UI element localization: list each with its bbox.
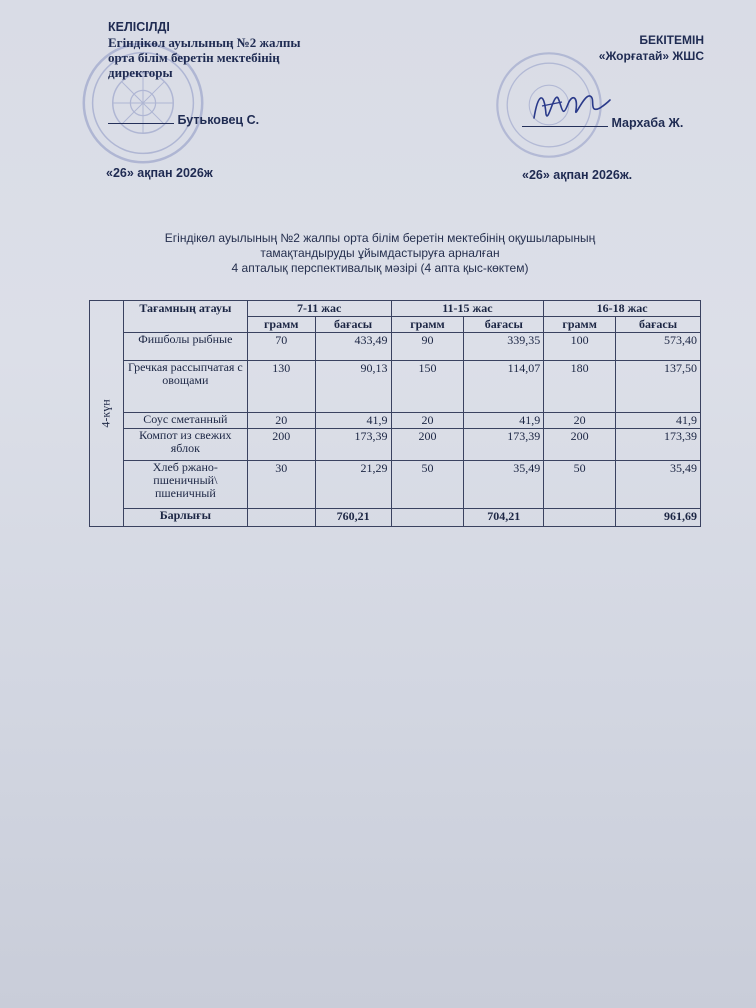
price-header: бағасы (464, 317, 544, 333)
total-gram-empty (391, 509, 464, 527)
dish-name: Гречкая рассыпчатая с овощами (123, 361, 247, 413)
gram-value: 180 (544, 361, 616, 413)
total-row (90, 509, 701, 527)
price-value: 433,49 (315, 333, 391, 361)
gram-value: 90 (391, 333, 464, 361)
title-line1: Егіндікөл ауылының №2 жалпы орта білім беретін мектебінің оқушыларының (164, 231, 596, 245)
menu-table (89, 300, 701, 527)
title-line2: тамақтандыруды ұйымдастыруға арналған (260, 246, 500, 260)
total-value: 704,21 (464, 509, 544, 527)
total-gram-empty (544, 509, 616, 527)
price-header: бағасы (315, 317, 391, 333)
approval-left-date: «26» ақпан 2026ж (106, 166, 213, 180)
gram-value: 30 (247, 461, 315, 509)
price-value: 35,49 (616, 461, 701, 509)
header-row-1 (90, 301, 701, 317)
price-value: 339,35 (464, 333, 544, 361)
gram-value: 200 (544, 429, 616, 461)
gram-value: 200 (247, 429, 315, 461)
document-title (100, 231, 660, 276)
price-value: 21,29 (315, 461, 391, 509)
gram-value: 50 (391, 461, 464, 509)
title-line3: 4 апталық перспективалық мәзірі (4 апта қыс-көктем) (231, 261, 529, 275)
approval-right-signature-line (522, 116, 683, 130)
day-label: 4-күн (98, 399, 113, 428)
dish-name: Фишболы рыбные (123, 333, 247, 361)
approval-left-line3: директоры (108, 65, 173, 80)
approval-left-signer: Бутьковец С. (177, 113, 260, 127)
price-value: 173,39 (315, 429, 391, 461)
table-row (90, 429, 701, 461)
age-group-header: 7-11 жас (247, 301, 391, 317)
price-value: 41,9 (616, 413, 701, 429)
approval-right-block (599, 32, 704, 64)
approval-left-header: КЕЛІСІЛДІ (108, 20, 170, 34)
gram-value: 150 (391, 361, 464, 413)
approval-right-header: БЕКІТЕМІН (639, 33, 704, 47)
gram-value: 20 (247, 413, 315, 429)
price-value: 173,39 (464, 429, 544, 461)
table-row (90, 461, 701, 509)
approval-left-line2: орта білім беретін мектебінің (108, 50, 280, 65)
age-group-header: 16-18 жас (544, 301, 701, 317)
age-group-header: 11-15 жас (391, 301, 544, 317)
price-value: 573,40 (616, 333, 701, 361)
approval-right-date: «26» ақпан 2026ж. (522, 168, 633, 182)
dish-name: Хлеб ржано-пшеничный\ пшеничный (123, 461, 247, 509)
total-value: 961,69 (616, 509, 701, 527)
approval-right-org: «Жорғатай» ЖШС (598, 49, 704, 63)
price-value: 173,39 (616, 429, 701, 461)
day-cell (90, 301, 124, 527)
gram-value: 20 (544, 413, 616, 429)
signature-blank (108, 123, 174, 124)
price-value: 41,9 (464, 413, 544, 429)
table-row (90, 333, 701, 361)
gram-header: грамм (391, 317, 464, 333)
dish-name: Компот из свежих яблок (123, 429, 247, 461)
dish-header: Тағамның атауы (123, 301, 247, 333)
table-row (90, 361, 701, 413)
gram-value: 70 (247, 333, 315, 361)
approval-right-signer: Мархаба Ж. (611, 116, 684, 130)
gram-value: 130 (247, 361, 315, 413)
total-value: 760,21 (315, 509, 391, 527)
total-gram-empty (247, 509, 315, 527)
price-value: 41,9 (315, 413, 391, 429)
price-value: 137,50 (616, 361, 701, 413)
gram-header: грамм (247, 317, 315, 333)
price-value: 90,13 (315, 361, 391, 413)
gram-value: 50 (544, 461, 616, 509)
approval-left-signature-line (108, 113, 368, 127)
table-row (90, 413, 701, 429)
gram-value: 20 (391, 413, 464, 429)
gram-value: 200 (391, 429, 464, 461)
price-value: 114,07 (464, 361, 544, 413)
gram-value: 100 (544, 333, 616, 361)
price-value: 35,49 (464, 461, 544, 509)
gram-header: грамм (544, 317, 616, 333)
price-header: бағасы (616, 317, 701, 333)
dish-name: Соус сметанный (123, 413, 247, 429)
approval-left-line1: Егіндікөл ауылының №2 жалпы (108, 35, 301, 50)
approval-left-block (108, 20, 368, 80)
total-label: Барлығы (123, 509, 247, 527)
signature-blank-right (522, 126, 608, 127)
